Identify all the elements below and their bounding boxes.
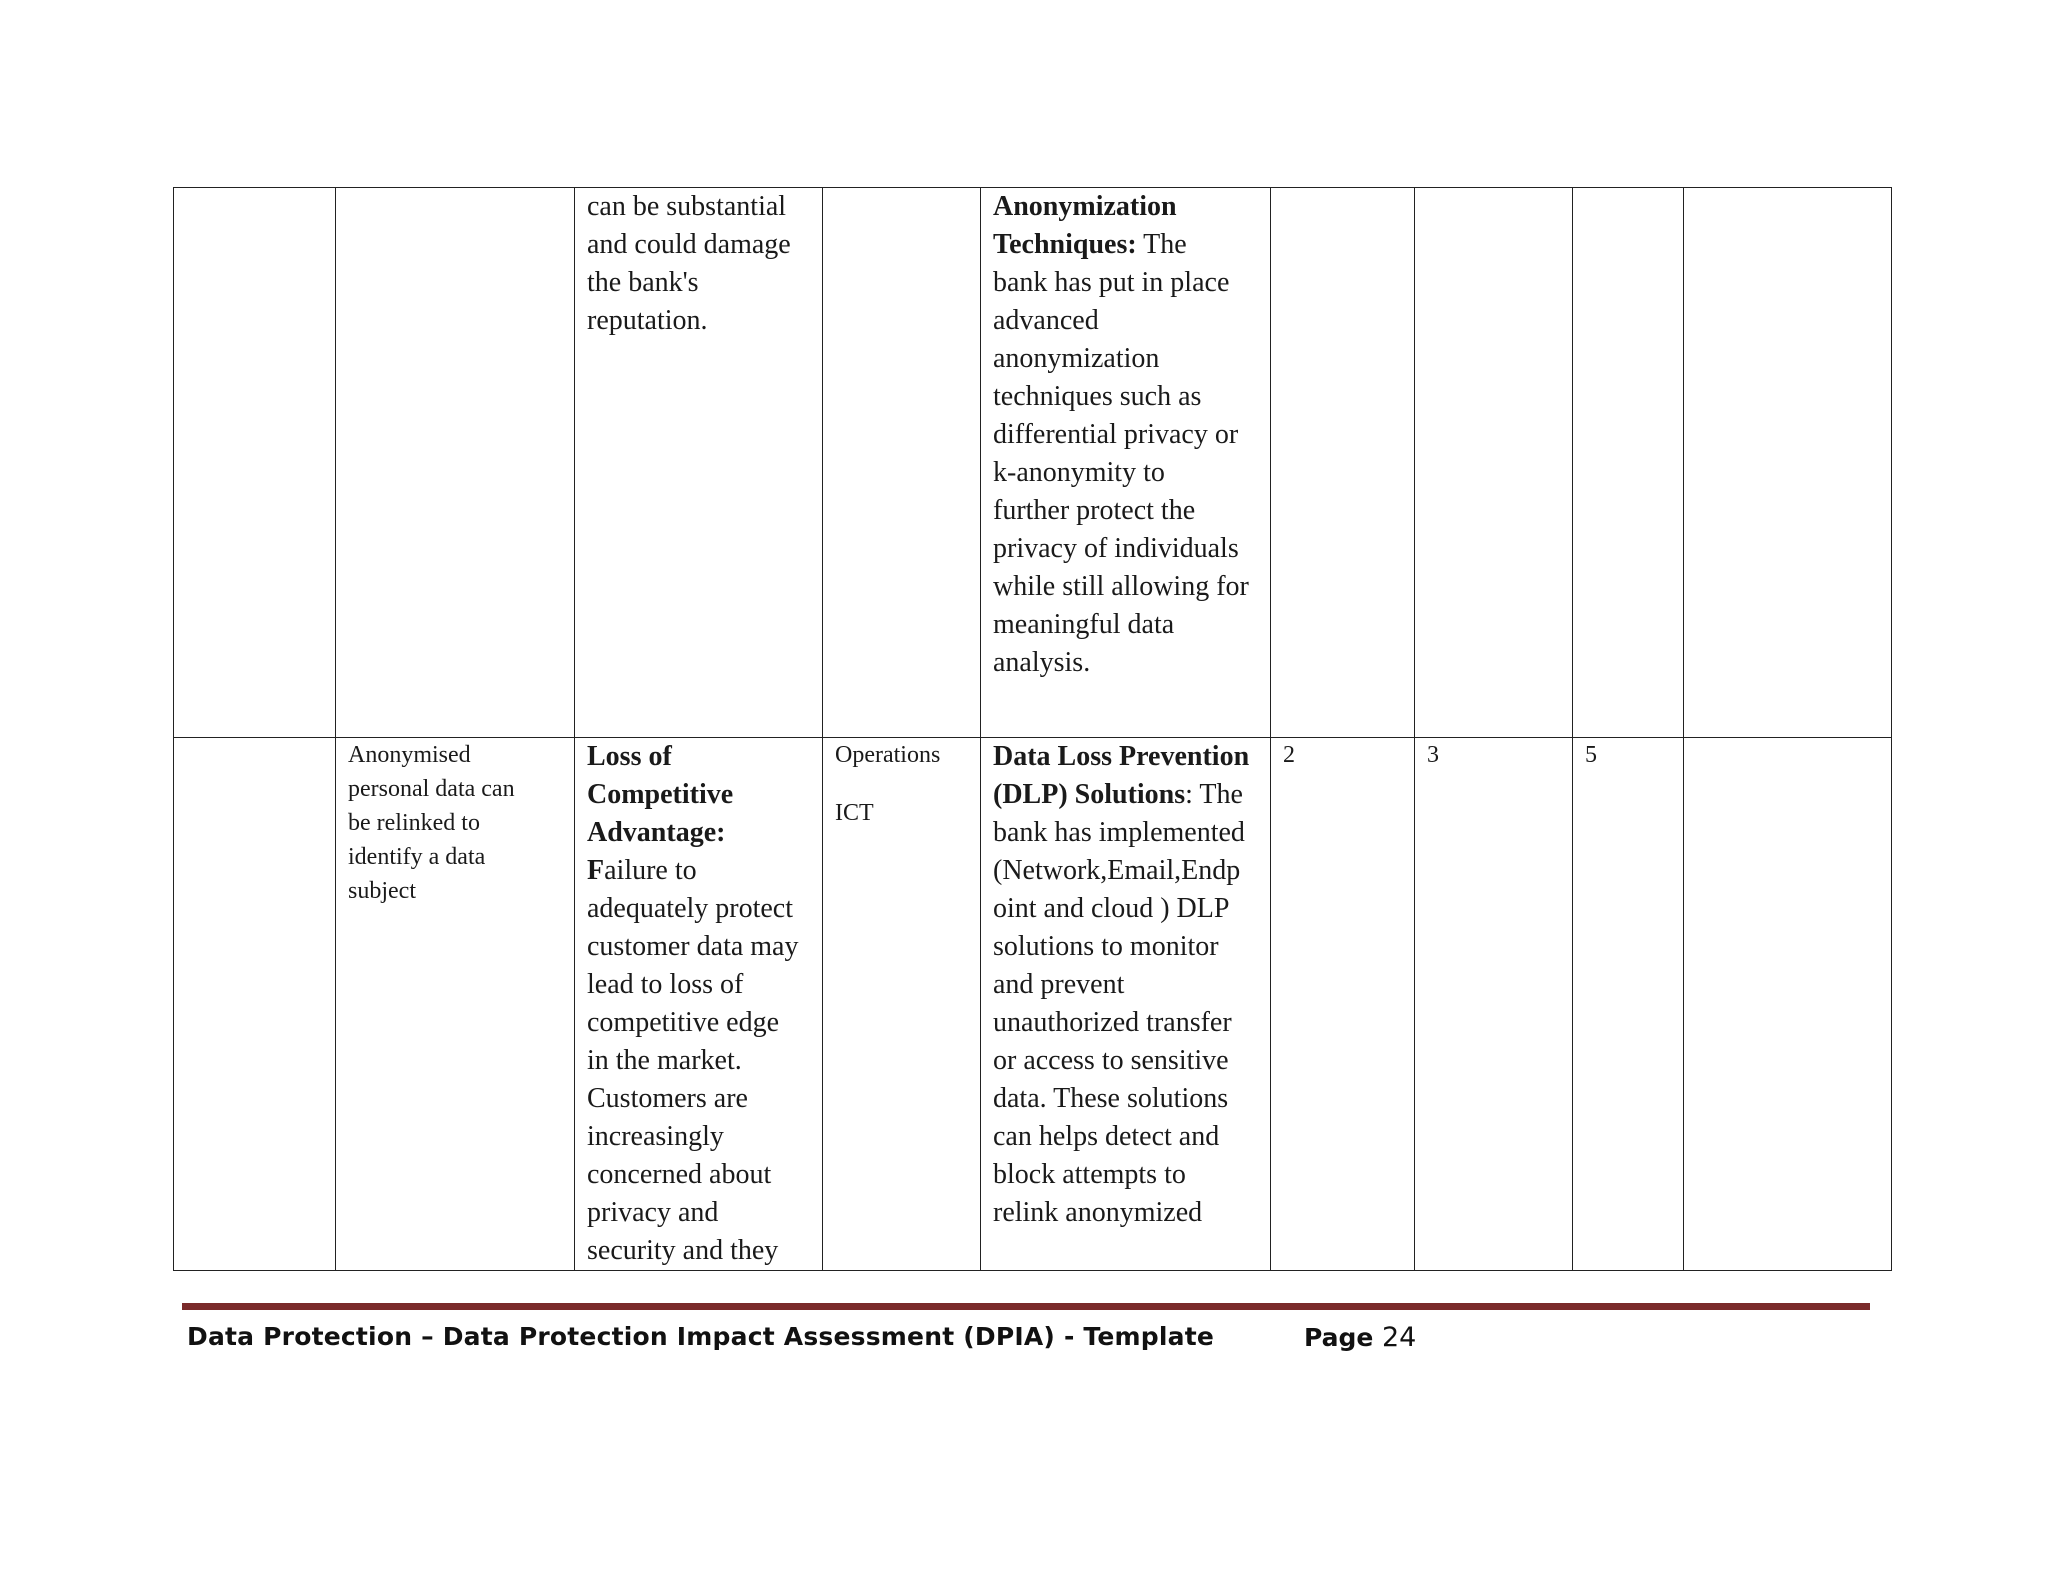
owner-cell xyxy=(823,738,981,1271)
footer-divider xyxy=(182,1303,1870,1310)
control-cell xyxy=(981,738,1271,1271)
control-cell xyxy=(981,188,1271,738)
control-heading: Anonymization Techniques: xyxy=(993,191,1177,260)
risk-text: Anonymised personal data can be relinked to identify a data subject xyxy=(348,742,515,904)
risk-cell xyxy=(336,738,575,1271)
impact-cell xyxy=(575,188,823,738)
table-cell-empty xyxy=(1684,188,1892,738)
footer-title: Data Protection – Data Protection Impact Assessment (DPIA) - Template xyxy=(187,1322,1215,1351)
impact-heading: Loss of Competitive Advantage: xyxy=(587,741,734,848)
table-cell-empty xyxy=(174,738,336,1271)
control-paragraph xyxy=(993,188,1258,682)
severity-cell xyxy=(1415,738,1573,1271)
table-row xyxy=(174,738,1892,1271)
control-heading: Data Loss Prevention (DLP) Solutions xyxy=(993,741,1250,810)
severity-value: 3 xyxy=(1427,742,1439,768)
impact-text: can be substantial and could damage the bank's reputation. xyxy=(587,191,791,336)
impact-first-letter: F xyxy=(587,855,605,886)
control-paragraph xyxy=(993,738,1258,1232)
impact-paragraph xyxy=(587,738,810,1270)
impact-text: ailure to adequately protect customer data may lead to loss of competitive edge in the market. Customers are increasingly concerned about privacy and security and they xyxy=(587,855,799,1266)
dpia-risk-table xyxy=(173,187,1892,1271)
likelihood-value: 2 xyxy=(1283,742,1295,768)
table-cell-empty xyxy=(1684,738,1892,1271)
table-cell-empty xyxy=(1271,188,1415,738)
page-number-value: 24 xyxy=(1381,1322,1417,1353)
score-cell xyxy=(1573,738,1684,1271)
table-cell-empty xyxy=(1415,188,1573,738)
table-cell-empty xyxy=(336,188,575,738)
control-text: The bank has put in place advanced anonymization techniques such as differential privacy or k-anonymity to further protect the privacy of individuals while still allowing for meaningful data analysis. xyxy=(993,229,1249,678)
table-cell-empty xyxy=(823,188,981,738)
owner-primary: Operations xyxy=(835,742,941,768)
page-label: Page xyxy=(1304,1323,1374,1352)
table-cell-empty xyxy=(1573,188,1684,738)
impact-cell xyxy=(575,738,823,1271)
table-row xyxy=(174,188,1892,738)
owner-secondary: ICT xyxy=(835,800,874,826)
control-text: : The bank has implemented (Network,Email,Endp oint and cloud ) DLP solutions to monitor and prevent unauthorized transfer or access to sensitive data. These solutions can helps detect and block attempts to relink anonymized xyxy=(993,779,1245,1228)
page-number xyxy=(1304,1322,1416,1353)
score-value: 5 xyxy=(1585,742,1597,768)
likelihood-cell xyxy=(1271,738,1415,1271)
table-cell-empty xyxy=(174,188,336,738)
